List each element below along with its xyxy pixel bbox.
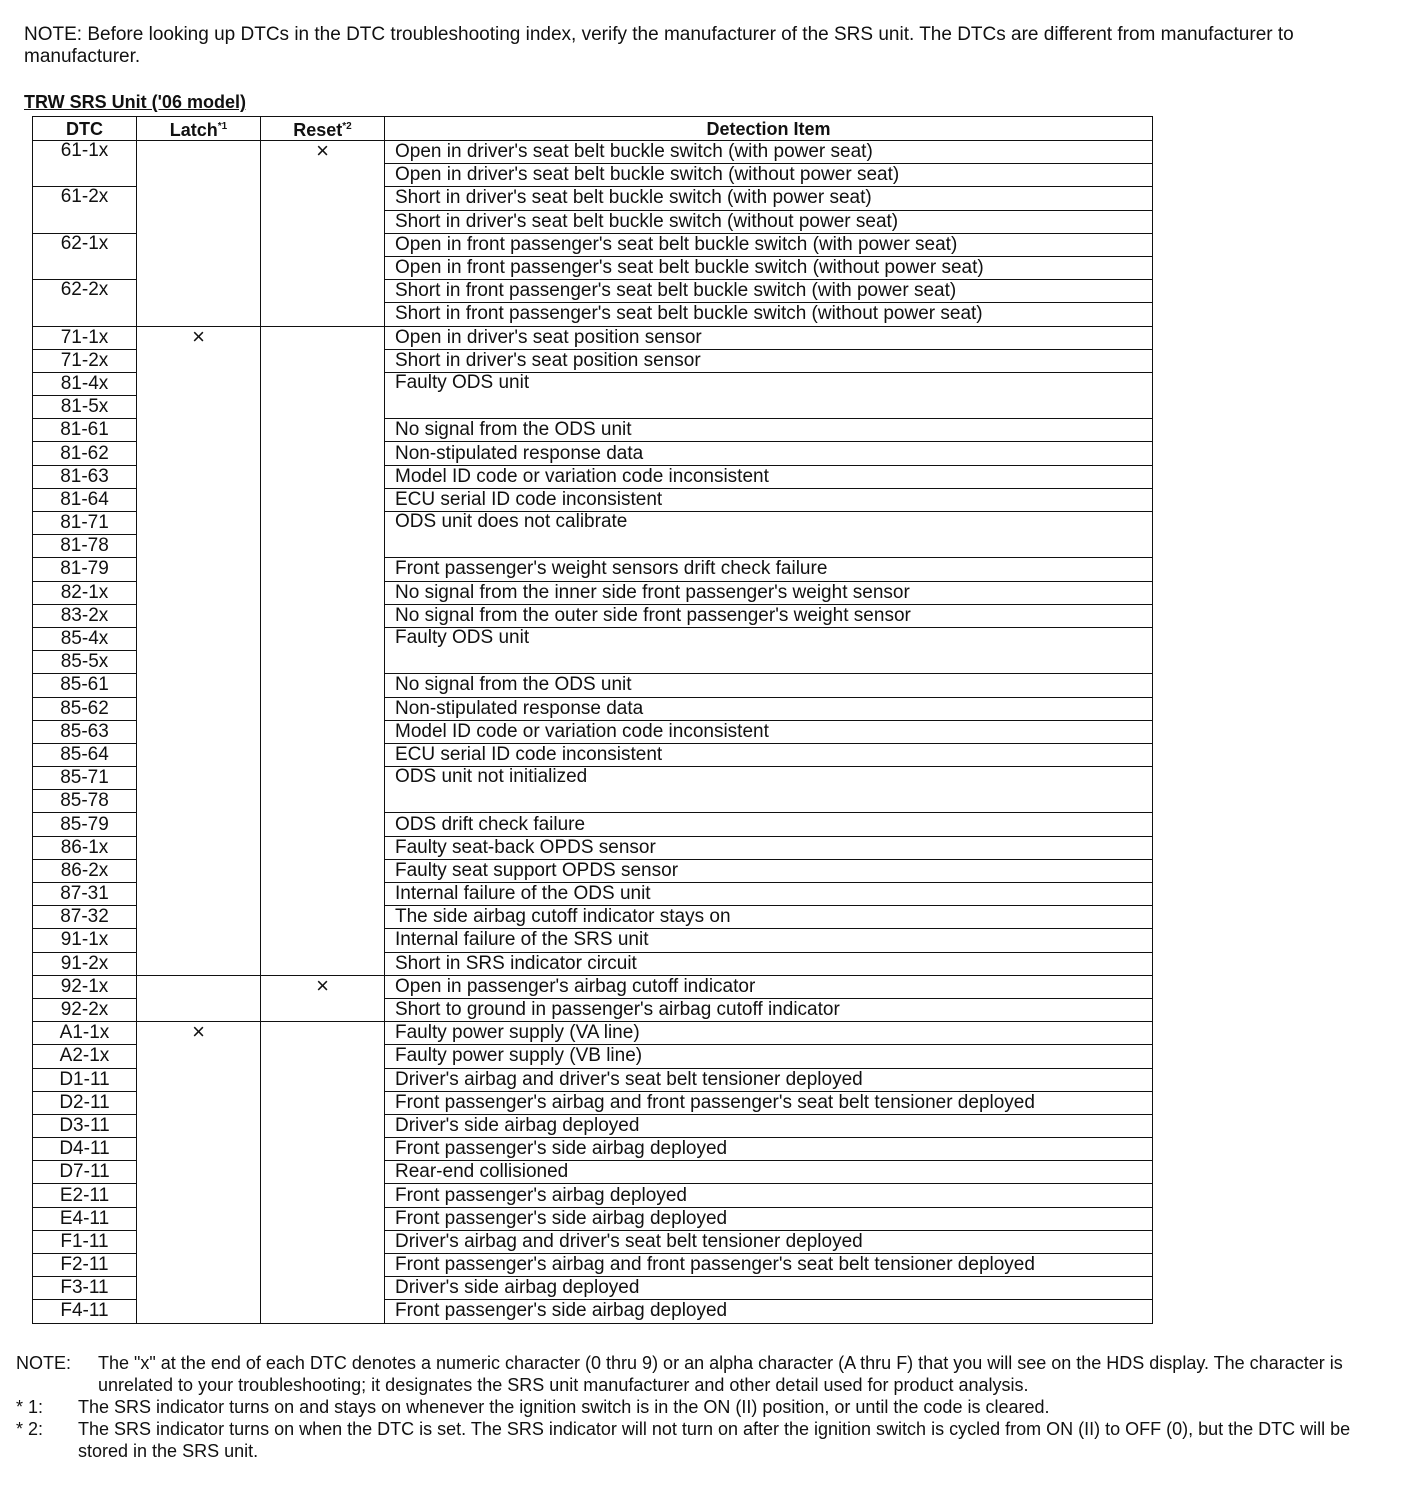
detection-item: Faulty seat support OPDS sensor [385,859,1153,882]
dtc-code: 85-62 [33,697,137,720]
dtc-code: 85-5x [33,651,137,674]
dtc-code: 85-71 [33,767,137,790]
detection-item: Non-stipulated response data [385,442,1153,465]
detection-item: Front passenger's side airbag deployed [385,1300,1153,1323]
detection-item: Driver's side airbag deployed [385,1277,1153,1300]
detection-item: Faulty ODS unit [385,372,1153,418]
dtc-code: 61-1x [33,141,137,187]
dtc-code: 85-4x [33,627,137,650]
dtc-code: 87-32 [33,906,137,929]
detection-item: The side airbag cutoff indicator stays on [385,906,1153,929]
detection-item: Open in driver's seat belt buckle switch (with power seat) [385,141,1153,164]
dtc-code: 62-1x [33,233,137,279]
dtc-code: 71-2x [33,349,137,372]
detection-item: ODS unit not initialized [385,767,1153,813]
dtc-code: 85-61 [33,674,137,697]
detection-item: Open in driver's seat belt buckle switch (without power seat) [385,164,1153,187]
detection-item: Rear-end collisioned [385,1161,1153,1184]
detection-item: Driver's side airbag deployed [385,1114,1153,1137]
dtc-code: 86-2x [33,859,137,882]
detection-item: Open in front passenger's seat belt buckle switch (with power seat) [385,233,1153,256]
dtc-code: 71-1x [33,326,137,349]
dtc-code: F4-11 [33,1300,137,1323]
dtc-code: E4-11 [33,1207,137,1230]
detection-item: Open in driver's seat position sensor [385,326,1153,349]
detection-item: Faulty ODS unit [385,627,1153,673]
detection-item: Short in SRS indicator circuit [385,952,1153,975]
dtc-code: 85-64 [33,743,137,766]
dtc-code: 81-71 [33,512,137,535]
detection-item: Front passenger's side airbag deployed [385,1207,1153,1230]
reset-cell [261,326,385,975]
dtc-code: 92-1x [33,975,137,998]
detection-item: ECU serial ID code inconsistent [385,743,1153,766]
detection-item: Front passenger's side airbag deployed [385,1138,1153,1161]
detection-item: ODS drift check failure [385,813,1153,836]
dtc-code: D4-11 [33,1138,137,1161]
detection-item: ODS unit does not calibrate [385,512,1153,558]
dtc-code: 87-31 [33,883,137,906]
dtc-code: 81-63 [33,465,137,488]
detection-item: No signal from the ODS unit [385,674,1153,697]
header-reset: Reset$^{*2}$ [261,117,385,141]
dtc-code: 81-62 [33,442,137,465]
detection-item: Short in front passenger's seat belt buckle switch (without power seat) [385,303,1153,326]
dtc-code: F2-11 [33,1254,137,1277]
detection-item: Front passenger's airbag and front passenger's seat belt tensioner deployed [385,1254,1153,1277]
table-row [33,326,1153,349]
dtc-code: D3-11 [33,1114,137,1137]
latch-mark: × [137,1022,261,1323]
dtc-code: 91-2x [33,952,137,975]
dtc-code: D1-11 [33,1068,137,1091]
dtc-code: 81-5x [33,396,137,419]
dtc-code: E2-11 [33,1184,137,1207]
dtc-code: D7-11 [33,1161,137,1184]
dtc-code: 85-79 [33,813,137,836]
dtc-code: 85-78 [33,790,137,813]
detection-item: Internal failure of the ODS unit [385,883,1153,906]
detection-item: Short in driver's seat belt buckle switch (with power seat) [385,187,1153,210]
table-title: TRW SRS Unit ('06 model) [24,92,246,112]
footnotes [16,1352,1386,1462]
reset-cell [261,1022,385,1323]
detection-item: Open in front passenger's seat belt buckle switch (without power seat) [385,256,1153,279]
detection-item: Front passenger's airbag and front passenger's seat belt tensioner deployed [385,1091,1153,1114]
dtc-code: 85-63 [33,720,137,743]
detection-item: Faulty seat-back OPDS sensor [385,836,1153,859]
header-detection-item: Detection Item [385,117,1153,141]
detection-item: Model ID code or variation code inconsistent [385,720,1153,743]
dtc-code: 81-4x [33,372,137,395]
dtc-code: 62-2x [33,280,137,326]
detection-item: Short in driver's seat position sensor [385,349,1153,372]
header-row [33,117,1153,141]
dtc-code: 81-61 [33,419,137,442]
detection-item: Driver's airbag and driver's seat belt tensioner deployed [385,1230,1153,1253]
detection-item: Faulty power supply (VA line) [385,1022,1153,1045]
reset-mark: × [261,141,385,327]
dtc-code: 91-1x [33,929,137,952]
table-row [33,975,1153,998]
detection-item: Open in passenger's airbag cutoff indicator [385,975,1153,998]
dtc-code: 81-78 [33,535,137,558]
dtc-code: D2-11 [33,1091,137,1114]
dtc-code: 61-2x [33,187,137,233]
detection-item: No signal from the ODS unit [385,419,1153,442]
header-dtc: DTC [33,117,137,141]
detection-item: Short to ground in passenger's airbag cutoff indicator [385,998,1153,1021]
dtc-code: A1-1x [33,1022,137,1045]
dtc-code: A2-1x [33,1045,137,1068]
footnote-2 [16,1418,1386,1462]
header-latch: Latch$^{*1}$ [137,117,261,141]
dtc-table [32,116,1153,1324]
detection-item: ECU serial ID code inconsistent [385,488,1153,511]
footnote-label: NOTE: [16,1353,72,1373]
latch-cell [137,975,261,1021]
dtc-code: 82-1x [33,581,137,604]
detection-item: Internal failure of the SRS unit [385,929,1153,952]
footnote-text: The SRS indicator turns on and stays on whenever the ignition switch is in the ON (II) position, or until the code is cleared. [78,1397,1050,1417]
table-row [33,141,1153,164]
footnote-1 [16,1396,1386,1418]
dtc-code: 81-79 [33,558,137,581]
detection-item: Faulty power supply (VB line) [385,1045,1153,1068]
latch-mark: × [137,326,261,975]
dtc-code: F3-11 [33,1277,137,1300]
detection-item: Front passenger's weight sensors drift check failure [385,558,1153,581]
footnote-label: * 2: [16,1419,44,1439]
dtc-code: 83-2x [33,604,137,627]
detection-item: Front passenger's airbag deployed [385,1184,1153,1207]
detection-item: No signal from the inner side front passenger's weight sensor [385,581,1153,604]
footnote-text: The SRS indicator turns on when the DTC is set. The SRS indicator will not turn on after the ignition switch is cycled from ON (II) to OFF (0), but the DTC will be stored in the SRS unit. [78,1419,1351,1461]
dtc-code: 92-2x [33,998,137,1021]
footnote-note [16,1352,1386,1396]
footnote-label: * 1: [16,1397,44,1417]
dtc-code: 86-1x [33,836,137,859]
detection-item: Driver's airbag and driver's seat belt tensioner deployed [385,1068,1153,1091]
top-note: NOTE: Before looking up DTCs in the DTC troubleshooting index, verify the manufacturer of the SRS unit. The DTCs are different from manufacturer to manufacturer. [24,24,1294,67]
detection-item: Short in front passenger's seat belt buckle switch (with power seat) [385,280,1153,303]
latch-cell [137,141,261,327]
detection-item: No signal from the outer side front passenger's weight sensor [385,604,1153,627]
footnote-text: The "x" at the end of each DTC denotes a numeric character (0 thru 9) or an alpha character (A thru F) that you will see on the HDS display. The character is unrelated to your troubleshooting; it designates the SRS unit manufacturer and other detail used for product analysis. [98,1353,1343,1395]
dtc-code: 81-64 [33,488,137,511]
detection-item: Non-stipulated response data [385,697,1153,720]
detection-item: Short in driver's seat belt buckle switch (without power seat) [385,210,1153,233]
detection-item: Model ID code or variation code inconsistent [385,465,1153,488]
reset-mark: × [261,975,385,1021]
dtc-code: F1-11 [33,1230,137,1253]
table-row [33,1022,1153,1045]
